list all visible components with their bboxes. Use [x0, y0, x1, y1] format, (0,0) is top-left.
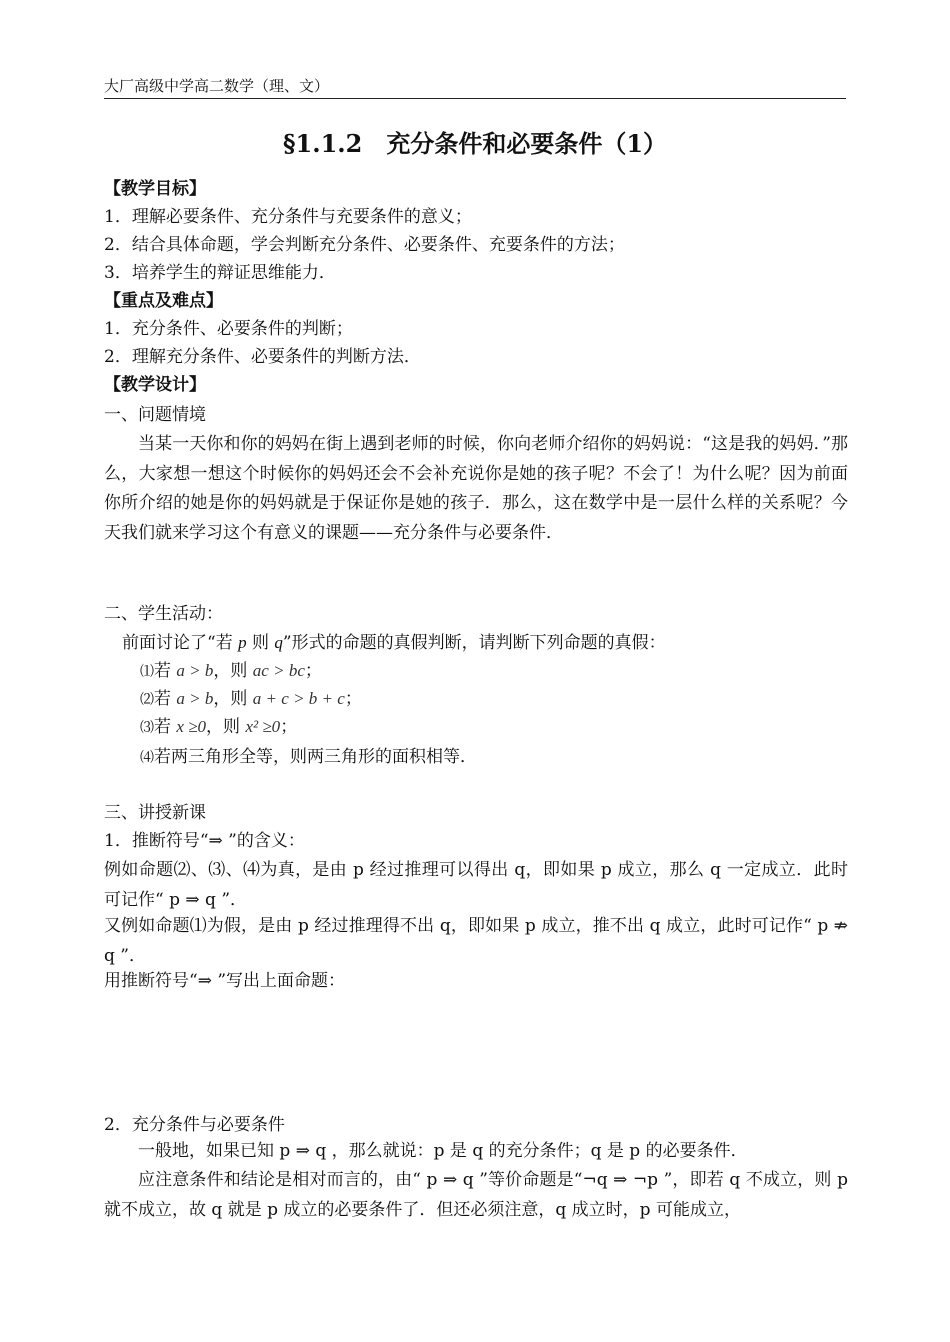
section-heading-objectives: 【教学目标】: [104, 179, 206, 199]
proposition-3: ⑶若 x ≥0，则 x² ≥0；: [140, 717, 298, 737]
key-point-item: 2．理解充分条件、必要条件的判断方法．: [104, 347, 421, 367]
objective-item: 2．结合具体命题，学会判断充分条件、必要条件、充要条件的方法；: [104, 235, 625, 255]
sub2-heading: 2．充分条件与必要条件: [104, 1115, 285, 1135]
proposition-2: ⑵若 a > b，则 a + c > b + c；: [140, 689, 362, 709]
key-point-item: 1．充分条件、必要条件的判断；: [104, 319, 353, 339]
sub1-paragraph-2: 又例如命题⑴为假，是由 p 经过推理得不出 q，即如果 p 成立，推不出 q 成立，此时可记作“ p ⇏ q ”．: [104, 916, 848, 966]
section-heading-key-points: 【重点及难点】: [104, 291, 223, 311]
section-heading-design: 【教学设计】: [104, 375, 206, 395]
page-title: §1.1.2 充分条件和必要条件（1）: [282, 129, 668, 158]
part3-heading: 三、讲授新课: [104, 803, 206, 823]
objective-item: 1．理解必要条件、充分条件与充要条件的意义；: [104, 207, 472, 227]
page-header: 大厂高级中学高二数学（理、文）: [104, 76, 846, 99]
part2-intro: 前面讨论了“若 p 则 q”形式的命题的真假判断，请判断下列命题的真假：: [122, 633, 666, 653]
sub1-paragraph-1: 例如命题⑵、⑶、⑷为真，是由 p 经过推理可以得出 q，即如果 p 成立，那么 q 一定成立．此时可记作“ p ⇒ q ”．: [104, 860, 848, 910]
sub1-line-3: 用推断符号“⇒ ”写出上面命题：: [104, 971, 346, 991]
part2-heading: 二、学生活动：: [104, 604, 223, 624]
objective-item: 3．培养学生的辩证思维能力．: [104, 263, 336, 283]
sub1-heading: 1．推断符号“⇒ ”的含义：: [104, 831, 305, 851]
proposition-1: ⑴若 a > b，则 ac > bc；: [140, 661, 322, 681]
sub2-paragraph-1: 一般地，如果已知 p ⇒ q ，那么就说：p 是 q 的充分条件；q 是 p 的必要条件．: [138, 1141, 748, 1161]
proposition-4: ⑷若两三角形全等，则两三角形的面积相等．: [140, 747, 477, 767]
part1-heading: 一、问题情境: [104, 405, 206, 425]
sub2-paragraph-2: 应注意条件和结论是相对而言的，由“ p ⇒ q ”等价命题是“¬q ⇒ ¬p ”，即若 q 不成立，则 p 就不成立，故 q 就是 p 成立的必要条件了．但还必须注意，q 成立时，p 可能成立，: [104, 1170, 848, 1220]
part1-paragraph: 当某一天你和你的妈妈在街上遇到老师的时候，你向老师介绍你的妈妈说：“这是我的妈妈．”那么，大家想一想这个时候你的妈妈还会不会补充说你是她的孩子呢？不会了！为什么呢？因为前面你所介绍的她是你的妈妈就是于保证你是她的孩子．那么，这在数学中是一层什么样的关系呢？今天我们就来学习这个有意义的课题——充分条件与必要条件．: [104, 434, 848, 543]
